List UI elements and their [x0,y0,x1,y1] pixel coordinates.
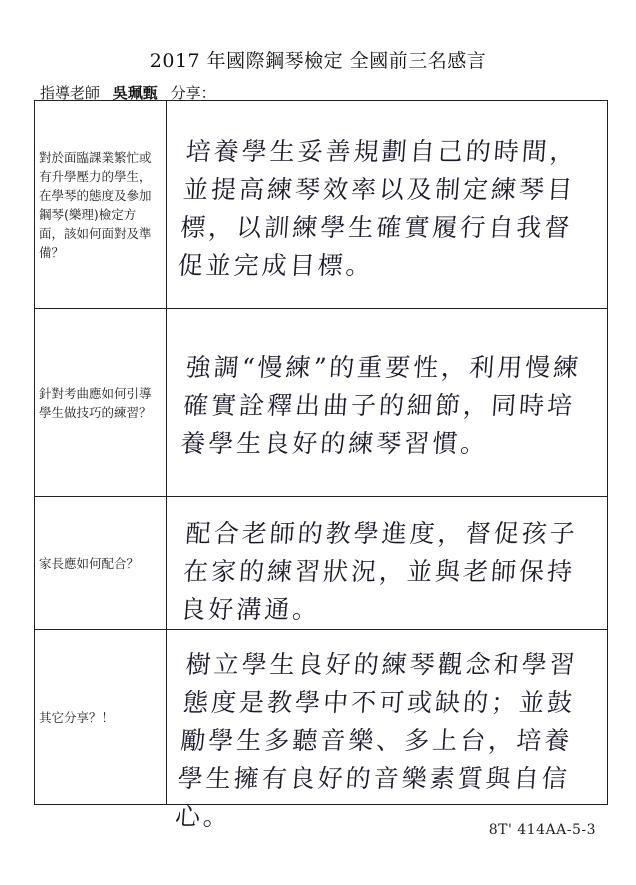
handwritten-answer: 樹立學生良好的練琴觀念和學習態度是教學中不可或缺的；並鼓勵學生多聽音樂、多上台，培養學生擁有良好的音樂素質與自信心。 [174,650,579,831]
table-row-technique [35,309,607,497]
handwritten-answer: 強調“慢練”的重要性，利用慢練確實詮釋出曲子的細節，同時培養學生良好的練琴習慣。 [179,353,583,458]
answer-cell [167,309,607,496]
question-cell [35,497,167,629]
share-label: 分享： [170,84,216,102]
handwritten-answer: 培養學生妥善規劃自己的時間，並提高練琴效率以及制定練琴目標，以訓練學生確實履行自我督促並完成目標。 [176,137,579,280]
page-title: 2017 年國際鋼琴檢定 全國前三名感言 [149,50,487,72]
answer-cell [167,101,607,308]
question-text: 對於面臨課業繁忙或有升學壓力的學生，在學琴的態度及參加鋼琴(樂理)檢定方面，該如何面對及準備？ [39,149,152,260]
question-cell [35,309,167,496]
teacher-name: 吳珮甄 [112,84,158,102]
question-cell [35,101,167,308]
teacher-label: 指導老師 [40,84,101,102]
table-row-study-pressure [35,101,607,309]
question-text: 針對考曲應如何引導學生做技巧的練習？ [39,385,152,420]
handwritten-answer: 配合老師的教學進度，督促孩子在家的練習狀況，並與老師保持良好溝通。 [179,519,579,624]
table-row-parents [35,497,607,630]
question-text: 其它分享？！ [39,709,115,725]
question-text: 家長應如何配合？ [39,555,140,571]
answer-cell [167,497,607,629]
form-code: 8T' 414AA-5-3 [488,822,596,838]
question-cell [35,630,167,804]
